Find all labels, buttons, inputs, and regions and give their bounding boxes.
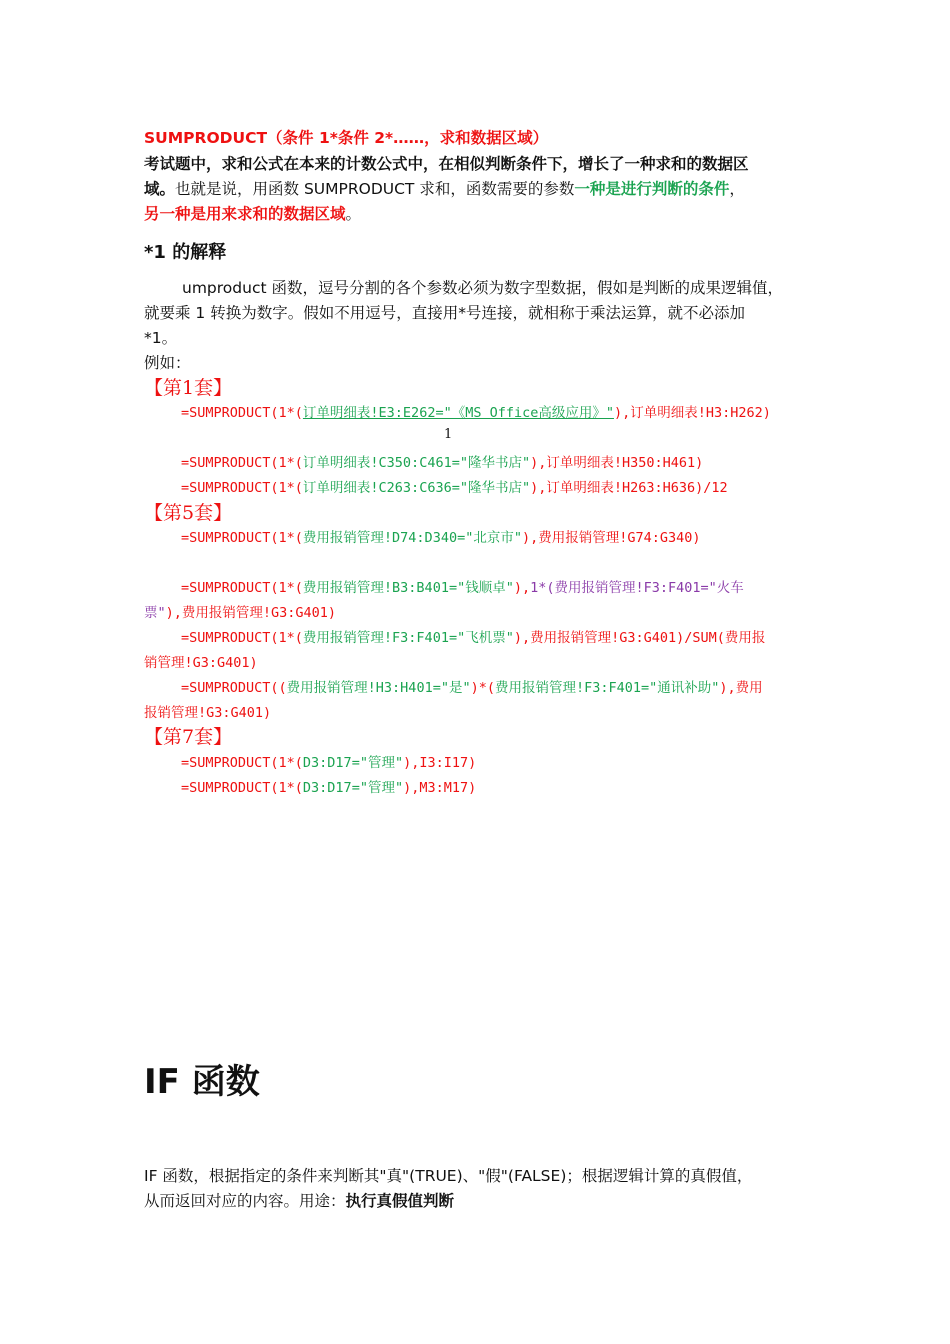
if-para-line-1: IF 函数，根据指定的条件来判断其"真"(TRUE)、"假"(FALSE)；根据逻辑计算的真假值，: [144, 1167, 753, 1185]
if-para-normal: 从而返回对应的内容。用途：: [144, 1192, 346, 1210]
formula-sum-range: 费用报销管理!G74:G340): [538, 530, 701, 546]
set-5-formula-4a: [181, 676, 763, 696]
formula-prefix: =SUMPRODUCT(1*(: [181, 780, 303, 796]
formula-sep: ),: [530, 455, 547, 471]
set-5-formula-4b: 报销管理!G3:G401): [144, 705, 272, 721]
times-para-line-3: *1。: [144, 329, 178, 347]
formula-condition: 费用报销管理!H3:H401="是": [286, 680, 471, 696]
formula-prefix: =SUMPRODUCT(1*(: [181, 580, 303, 596]
example-label: 例如：: [144, 354, 191, 372]
formula-sep: ),: [165, 605, 182, 621]
formula-prefix: =SUMPRODUCT(1*(: [181, 755, 303, 771]
intro-line-1: 考试题中，求和公式在本来的计数公式中，在相似判断条件下，增长了一种求和的数据区: [144, 155, 749, 173]
formula-condition: 订单明细表!C350:C461="隆华书店": [302, 455, 531, 471]
set-5-formula-3a: [181, 626, 765, 646]
formula-condition: 费用报销管理!B3:B401="钱顺卓": [302, 580, 514, 596]
times-para-line-1: umproduct 函数，逗号分割的各个参数必须为数字型数据，假如是判断的成果逻辑值，: [182, 279, 783, 297]
formula-condition: D3:D17="管理": [302, 755, 404, 771]
set-1-label: 【第1套】: [144, 377, 233, 399]
times-one-heading: *1 的解释: [144, 242, 227, 263]
formula-prefix: =SUMPRODUCT(1*(: [181, 530, 303, 546]
set-5-formula-2b: [144, 601, 336, 621]
intro-line-2: [144, 177, 745, 199]
set-7-formula-1: [181, 751, 476, 771]
formula-prefix: =SUMPRODUCT((: [181, 680, 287, 696]
formula-sep: ),: [613, 405, 631, 421]
formula-sep: ),: [513, 580, 531, 596]
set-7-label: 【第7套】: [144, 726, 233, 748]
set-7-formula-2: [181, 776, 476, 796]
formula-condition: D3:D17="管理": [302, 780, 404, 796]
formula-sep: ),: [403, 780, 420, 796]
formula-sum-range: I3:I17): [419, 755, 477, 771]
formula-sep: ),: [530, 480, 547, 496]
set-5-label: 【第5套】: [144, 502, 233, 524]
formula-condition: 费用报销管理!D74:D340="北京市": [302, 530, 522, 546]
formula-condition-2: 费用报销管理!F3:F401="通讯补助": [494, 680, 720, 696]
intro-range-highlight: 另一种是用来求和的数据区域: [144, 205, 346, 223]
formula-sep: ),: [513, 630, 531, 646]
formula-sep: ),: [403, 755, 420, 771]
formula-multiplier: 1*(: [530, 580, 555, 596]
if-purpose: 执行真假值判断: [345, 1192, 455, 1210]
formula-sep: )*(: [470, 680, 495, 696]
if-para-line-2: [144, 1189, 454, 1211]
formula-sum-range: 费用报销管理!G3:G401)/SUM(费用报: [530, 630, 766, 646]
formula-sum-range: 费用: [735, 680, 763, 696]
intro-line-3: [144, 202, 361, 224]
formula-sep: ),: [521, 530, 539, 546]
intro-normal: 也就是说，用函数 SUMPRODUCT 求和，函数需要的参数: [175, 180, 575, 198]
intro-bold: 域。: [144, 180, 176, 198]
sumproduct-title: [144, 126, 548, 148]
formula-condition: 费用报销管理!F3:F401="飞机票": [302, 630, 514, 646]
formula-sum-range: 费用报销管理!G3:G401): [181, 605, 337, 621]
formula-prefix: =SUMPRODUCT(1*(: [181, 480, 303, 496]
formula-condition-2: 费用报销管理!F3:F401="火车: [554, 580, 744, 596]
formula-sum-range: 订单明细表!H263:H636)/12: [546, 480, 728, 496]
set-1-formula-2: [181, 451, 703, 471]
page-number: 1: [444, 427, 453, 442]
if-heading: IF 函数: [144, 1062, 260, 1102]
times-para-line-2: 就要乘 1 转换为数字。假如不用逗号，直接用*号连接，就相称于乘法运算，就不必添加: [144, 304, 745, 322]
formula-condition: 订单明细表!C263:C636="隆华书店": [302, 480, 531, 496]
intro-punct: ，: [729, 180, 745, 198]
formula-prefix: =SUMPRODUCT(1*(: [181, 630, 303, 646]
formula-sum-range: M3:M17): [419, 780, 477, 796]
formula-sum-range: 订单明细表!H3:H262): [630, 405, 771, 421]
intro-punct-end: 。: [345, 205, 362, 223]
formula-sep-2: ),: [719, 680, 736, 696]
formula-prefix: =SUMPRODUCT(1*(: [181, 455, 303, 471]
formula-sum-range: 订单明细表!H350:H461): [546, 455, 704, 471]
function-name: SUMPRODUCT: [144, 129, 268, 147]
set-1-formula-1: [181, 401, 771, 421]
set-5-formula-2a: [181, 576, 744, 596]
set-1-formula-3: [181, 476, 728, 496]
set-5-formula-3b: 销管理!G3:G401): [144, 655, 258, 671]
formula-prefix: =SUMPRODUCT(1*(: [181, 405, 303, 421]
formula-condition: 订单明细表!E3:E262="《MS Office高级应用》": [302, 405, 614, 421]
intro-condition-highlight: 一种是进行判断的条件: [574, 180, 730, 198]
function-args: （条件 1*条件 2*……，求和数据区域）: [267, 129, 549, 147]
formula-condition-2-cont: 票": [144, 605, 166, 621]
set-5-formula-1: [181, 526, 701, 546]
